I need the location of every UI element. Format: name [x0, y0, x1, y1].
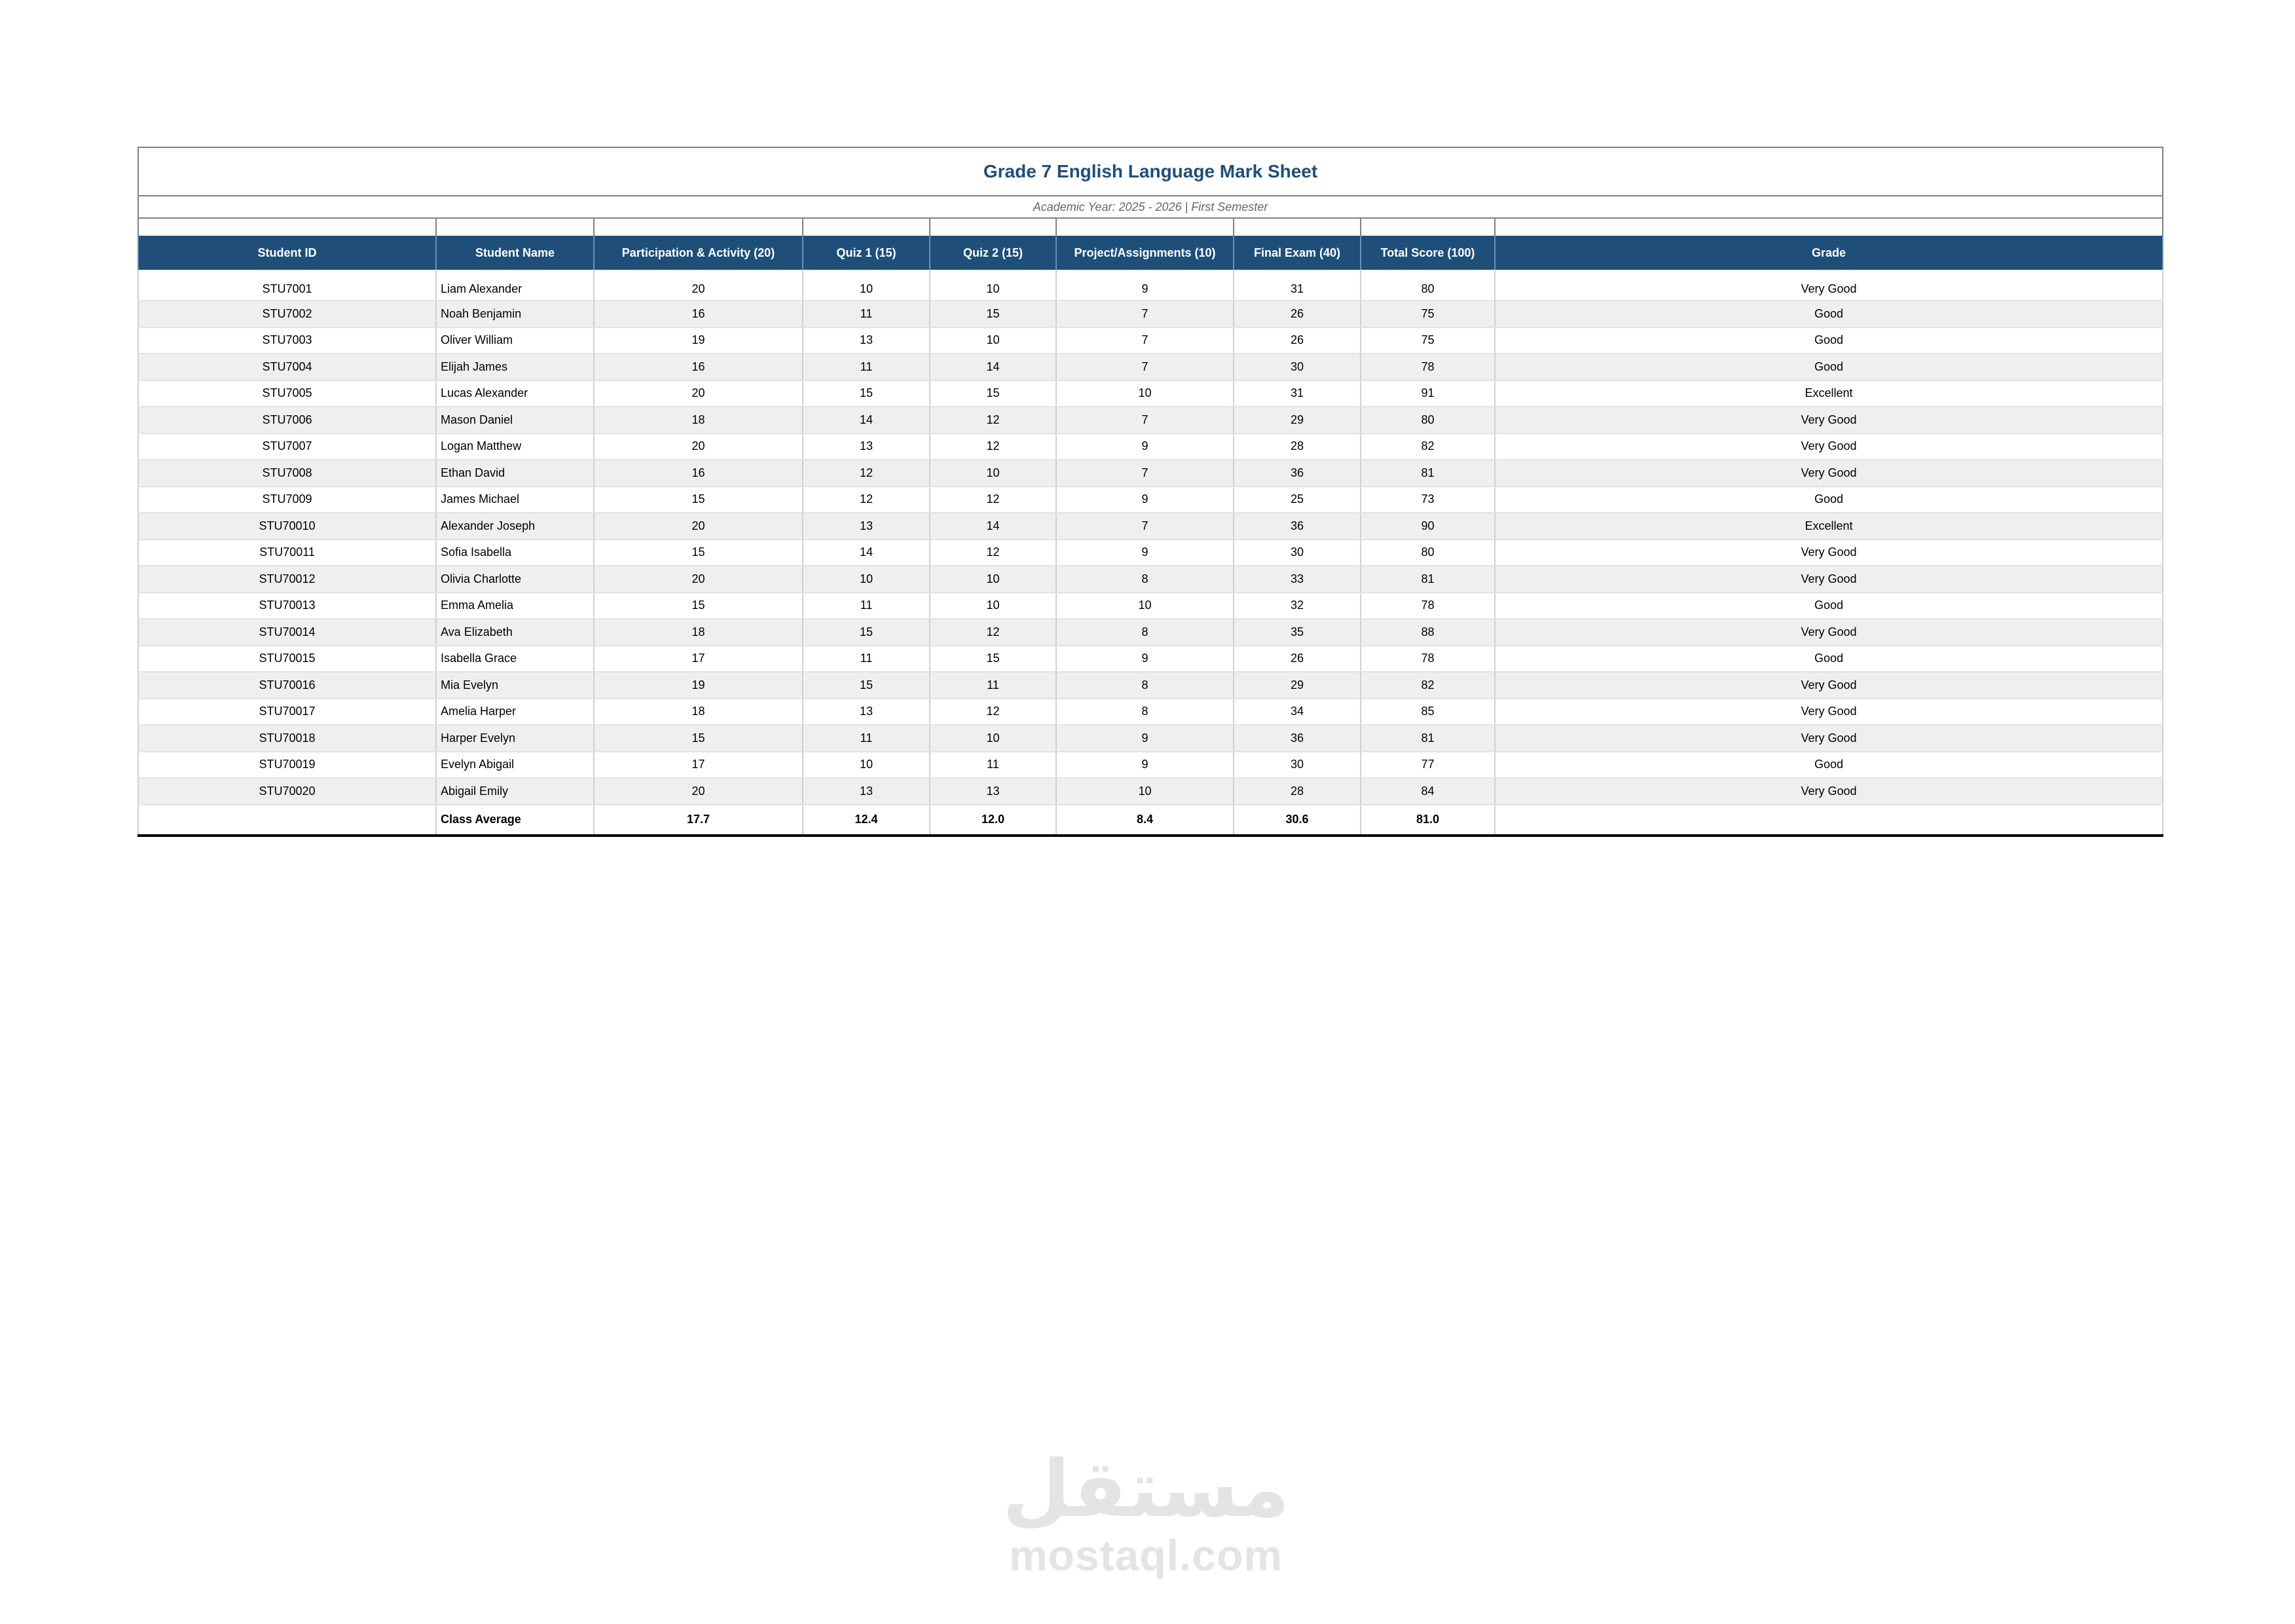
- cell-student-id: STU7002: [138, 301, 436, 327]
- cell-final-exam: 28: [1234, 778, 1361, 805]
- cell-quiz-1: 13: [803, 513, 930, 540]
- cell-quiz-1: 15: [803, 380, 930, 407]
- cell-project: 10: [1056, 778, 1234, 805]
- cell-grade: Very Good: [1495, 540, 2163, 566]
- cell-total-score: 82: [1361, 434, 1495, 460]
- cell-student-name: Oliver William: [436, 327, 594, 354]
- table-row: [138, 566, 2163, 593]
- cell-project: 7: [1056, 460, 1234, 487]
- spacer-cell: [594, 218, 803, 236]
- cell-participation: 20: [594, 566, 803, 593]
- mark-sheet: [138, 147, 2161, 837]
- cell-project: 7: [1056, 327, 1234, 354]
- cell-quiz-1: 11: [803, 593, 930, 619]
- cell-total-score: 77: [1361, 752, 1495, 779]
- cell-total-score: 80: [1361, 540, 1495, 566]
- cell-quiz-2: 12: [930, 487, 1056, 513]
- table-row: [138, 778, 2163, 805]
- cell-grade: Very Good: [1495, 434, 2163, 460]
- table-row: [138, 487, 2163, 513]
- cell-total-score: 81: [1361, 725, 1495, 752]
- cell-final-exam: 31: [1234, 270, 1361, 301]
- cell-final-exam: 26: [1234, 301, 1361, 327]
- cell-quiz-1: 10: [803, 270, 930, 301]
- column-header-student-id: Student ID: [138, 236, 436, 270]
- cell-participation: 20: [594, 434, 803, 460]
- table-row: [138, 460, 2163, 487]
- table-row: [138, 619, 2163, 646]
- cell-student-name: Lucas Alexander: [436, 380, 594, 407]
- cell-project: 8: [1056, 566, 1234, 593]
- table-row: [138, 672, 2163, 699]
- column-header-total-score: Total Score (100): [1361, 236, 1495, 270]
- table-row: [138, 301, 2163, 327]
- cell-quiz-2: 10: [930, 460, 1056, 487]
- cell-total-score: 75: [1361, 327, 1495, 354]
- cell-participation: 18: [594, 407, 803, 434]
- average-cell-student-id: [138, 805, 436, 836]
- cell-project: 8: [1056, 699, 1234, 726]
- cell-total-score: 73: [1361, 487, 1495, 513]
- cell-student-id: STU7003: [138, 327, 436, 354]
- cell-participation: 15: [594, 487, 803, 513]
- average-cell-grade: [1495, 805, 2163, 836]
- cell-project: 7: [1056, 301, 1234, 327]
- cell-student-name: Sofia Isabella: [436, 540, 594, 566]
- cell-student-id: STU70016: [138, 672, 436, 699]
- cell-project: 9: [1056, 434, 1234, 460]
- cell-student-id: STU7009: [138, 487, 436, 513]
- cell-student-name: Elijah James: [436, 354, 594, 380]
- cell-grade: Very Good: [1495, 619, 2163, 646]
- cell-grade: Good: [1495, 301, 2163, 327]
- cell-final-exam: 36: [1234, 513, 1361, 540]
- cell-participation: 20: [594, 270, 803, 301]
- cell-quiz-2: 10: [930, 270, 1056, 301]
- cell-participation: 18: [594, 699, 803, 726]
- cell-grade: Very Good: [1495, 699, 2163, 726]
- cell-student-id: STU70017: [138, 699, 436, 726]
- column-header-quiz-1: Quiz 1 (15): [803, 236, 930, 270]
- cell-quiz-2: 12: [930, 540, 1056, 566]
- cell-quiz-2: 14: [930, 513, 1056, 540]
- cell-quiz-1: 10: [803, 752, 930, 779]
- cell-student-id: STU7004: [138, 354, 436, 380]
- cell-quiz-2: 10: [930, 327, 1056, 354]
- cell-quiz-1: 10: [803, 566, 930, 593]
- cell-grade: Excellent: [1495, 513, 2163, 540]
- cell-grade: Very Good: [1495, 778, 2163, 805]
- cell-student-name: Ethan David: [436, 460, 594, 487]
- cell-participation: 20: [594, 380, 803, 407]
- cell-participation: 16: [594, 354, 803, 380]
- table-row: [138, 752, 2163, 779]
- cell-student-name: Amelia Harper: [436, 699, 594, 726]
- cell-quiz-2: 12: [930, 699, 1056, 726]
- table-row: [138, 434, 2163, 460]
- cell-quiz-1: 13: [803, 778, 930, 805]
- cell-quiz-1: 11: [803, 646, 930, 673]
- table-row: [138, 725, 2163, 752]
- cell-final-exam: 25: [1234, 487, 1361, 513]
- cell-quiz-2: 10: [930, 593, 1056, 619]
- cell-participation: 16: [594, 301, 803, 327]
- cell-grade: Good: [1495, 646, 2163, 673]
- cell-final-exam: 26: [1234, 646, 1361, 673]
- table-header-row: [138, 236, 2163, 270]
- column-header-quiz-2: Quiz 2 (15): [930, 236, 1056, 270]
- cell-project: 7: [1056, 513, 1234, 540]
- cell-student-name: Noah Benjamin: [436, 301, 594, 327]
- cell-participation: 18: [594, 619, 803, 646]
- cell-quiz-2: 14: [930, 354, 1056, 380]
- cell-project: 9: [1056, 752, 1234, 779]
- column-header-final-exam: Final Exam (40): [1234, 236, 1361, 270]
- spacer-cell: [930, 218, 1056, 236]
- cell-total-score: 88: [1361, 619, 1495, 646]
- cell-grade: Very Good: [1495, 407, 2163, 434]
- average-cell-quiz-2: 12.0: [930, 805, 1056, 836]
- cell-quiz-1: 13: [803, 327, 930, 354]
- table-row: [138, 327, 2163, 354]
- cell-final-exam: 36: [1234, 460, 1361, 487]
- cell-student-name: Evelyn Abigail: [436, 752, 594, 779]
- cell-project: 7: [1056, 354, 1234, 380]
- column-header-student-name: Student Name: [436, 236, 594, 270]
- table-row: [138, 540, 2163, 566]
- cell-student-name: Alexander Joseph: [436, 513, 594, 540]
- cell-participation: 20: [594, 778, 803, 805]
- cell-student-name: Mason Daniel: [436, 407, 594, 434]
- cell-quiz-1: 14: [803, 540, 930, 566]
- spacer-cell: [1495, 218, 2163, 236]
- cell-quiz-2: 10: [930, 566, 1056, 593]
- cell-student-name: Ava Elizabeth: [436, 619, 594, 646]
- cell-quiz-2: 15: [930, 301, 1056, 327]
- spacer-cell: [803, 218, 930, 236]
- cell-final-exam: 29: [1234, 407, 1361, 434]
- cell-quiz-1: 11: [803, 725, 930, 752]
- cell-final-exam: 32: [1234, 593, 1361, 619]
- cell-student-name: Olivia Charlotte: [436, 566, 594, 593]
- cell-student-name: Isabella Grace: [436, 646, 594, 673]
- cell-quiz-1: 13: [803, 699, 930, 726]
- cell-quiz-1: 12: [803, 487, 930, 513]
- cell-final-exam: 31: [1234, 380, 1361, 407]
- cell-final-exam: 34: [1234, 699, 1361, 726]
- cell-quiz-2: 10: [930, 725, 1056, 752]
- cell-quiz-1: 14: [803, 407, 930, 434]
- table-row: [138, 513, 2163, 540]
- cell-student-id: STU70014: [138, 619, 436, 646]
- cell-total-score: 91: [1361, 380, 1495, 407]
- average-cell-total-score: 81.0: [1361, 805, 1495, 836]
- cell-student-name: Liam Alexander: [436, 270, 594, 301]
- cell-participation: 19: [594, 327, 803, 354]
- cell-project: 10: [1056, 380, 1234, 407]
- cell-quiz-1: 15: [803, 619, 930, 646]
- cell-final-exam: 30: [1234, 752, 1361, 779]
- table-row: [138, 407, 2163, 434]
- cell-participation: 17: [594, 646, 803, 673]
- cell-student-name: Logan Matthew: [436, 434, 594, 460]
- table-row: [138, 270, 2163, 301]
- cell-final-exam: 36: [1234, 725, 1361, 752]
- cell-total-score: 80: [1361, 270, 1495, 301]
- spacer-cell: [138, 218, 436, 236]
- cell-quiz-1: 13: [803, 434, 930, 460]
- table-row: [138, 699, 2163, 726]
- cell-grade: Very Good: [1495, 270, 2163, 301]
- cell-grade: Very Good: [1495, 460, 2163, 487]
- cell-student-id: STU70013: [138, 593, 436, 619]
- cell-total-score: 90: [1361, 513, 1495, 540]
- cell-total-score: 81: [1361, 566, 1495, 593]
- table-row: [138, 380, 2163, 407]
- cell-project: 9: [1056, 487, 1234, 513]
- mark-sheet-table: [138, 147, 2163, 837]
- sheet-title: Grade 7 English Language Mark Sheet: [138, 147, 2163, 196]
- cell-participation: 15: [594, 725, 803, 752]
- cell-student-id: STU70015: [138, 646, 436, 673]
- cell-student-name: Mia Evelyn: [436, 672, 594, 699]
- cell-participation: 19: [594, 672, 803, 699]
- cell-total-score: 84: [1361, 778, 1495, 805]
- cell-final-exam: 35: [1234, 619, 1361, 646]
- class-average-row: [138, 805, 2163, 836]
- watermark-arabic-logo: مستقل: [1002, 1444, 1290, 1535]
- cell-final-exam: 29: [1234, 672, 1361, 699]
- cell-grade: Good: [1495, 593, 2163, 619]
- cell-total-score: 78: [1361, 354, 1495, 380]
- cell-quiz-1: 12: [803, 460, 930, 487]
- cell-total-score: 85: [1361, 699, 1495, 726]
- cell-student-id: STU7008: [138, 460, 436, 487]
- table-row: [138, 593, 2163, 619]
- cell-project: 7: [1056, 407, 1234, 434]
- cell-quiz-2: 12: [930, 407, 1056, 434]
- cell-grade: Good: [1495, 327, 2163, 354]
- average-cell-student-name: Class Average: [436, 805, 594, 836]
- cell-grade: Very Good: [1495, 566, 2163, 593]
- sheet-subtitle: Academic Year: 2025 - 2026 | First Semester: [138, 196, 2163, 218]
- cell-student-name: Harper Evelyn: [436, 725, 594, 752]
- cell-student-id: STU70020: [138, 778, 436, 805]
- spacer-cell: [1361, 218, 1495, 236]
- mostaql-watermark: [982, 1444, 1310, 1579]
- cell-student-id: STU7006: [138, 407, 436, 434]
- cell-grade: Excellent: [1495, 380, 2163, 407]
- cell-participation: 17: [594, 752, 803, 779]
- cell-quiz-2: 13: [930, 778, 1056, 805]
- cell-quiz-2: 15: [930, 646, 1056, 673]
- cell-grade: Very Good: [1495, 672, 2163, 699]
- cell-grade: Good: [1495, 354, 2163, 380]
- cell-participation: 15: [594, 540, 803, 566]
- spacer-cell: [436, 218, 594, 236]
- cell-student-id: STU70018: [138, 725, 436, 752]
- cell-quiz-1: 15: [803, 672, 930, 699]
- cell-project: 9: [1056, 540, 1234, 566]
- cell-final-exam: 30: [1234, 540, 1361, 566]
- cell-quiz-1: 11: [803, 354, 930, 380]
- cell-student-id: STU70011: [138, 540, 436, 566]
- cell-quiz-1: 11: [803, 301, 930, 327]
- cell-student-id: STU7001: [138, 270, 436, 301]
- watermark-latin-text: mostaql.com: [1008, 1531, 1283, 1579]
- cell-student-name: Emma Amelia: [436, 593, 594, 619]
- cell-project: 10: [1056, 593, 1234, 619]
- column-header-project: Project/Assignments (10): [1056, 236, 1234, 270]
- cell-student-id: STU70012: [138, 566, 436, 593]
- cell-student-name: Abigail Emily: [436, 778, 594, 805]
- average-cell-quiz-1: 12.4: [803, 805, 930, 836]
- spacer-row: [138, 218, 2163, 236]
- cell-participation: 16: [594, 460, 803, 487]
- cell-participation: 20: [594, 513, 803, 540]
- average-cell-participation: 17.7: [594, 805, 803, 836]
- cell-student-id: STU70019: [138, 752, 436, 779]
- cell-project: 8: [1056, 672, 1234, 699]
- cell-grade: Very Good: [1495, 725, 2163, 752]
- column-header-participation: Participation & Activity (20): [594, 236, 803, 270]
- column-header-grade: Grade: [1495, 236, 2163, 270]
- cell-student-id: STU70010: [138, 513, 436, 540]
- cell-project: 9: [1056, 646, 1234, 673]
- cell-final-exam: 26: [1234, 327, 1361, 354]
- cell-quiz-2: 11: [930, 672, 1056, 699]
- cell-quiz-2: 15: [930, 380, 1056, 407]
- average-cell-final-exam: 30.6: [1234, 805, 1361, 836]
- cell-grade: Good: [1495, 487, 2163, 513]
- cell-project: 9: [1056, 725, 1234, 752]
- cell-total-score: 78: [1361, 593, 1495, 619]
- cell-project: 8: [1056, 619, 1234, 646]
- spacer-cell: [1056, 218, 1234, 236]
- cell-quiz-2: 11: [930, 752, 1056, 779]
- table-row: [138, 646, 2163, 673]
- cell-student-id: STU7007: [138, 434, 436, 460]
- cell-total-score: 81: [1361, 460, 1495, 487]
- cell-final-exam: 28: [1234, 434, 1361, 460]
- cell-total-score: 78: [1361, 646, 1495, 673]
- cell-student-name: James Michael: [436, 487, 594, 513]
- cell-total-score: 80: [1361, 407, 1495, 434]
- cell-project: 9: [1056, 270, 1234, 301]
- cell-quiz-2: 12: [930, 434, 1056, 460]
- cell-final-exam: 33: [1234, 566, 1361, 593]
- cell-final-exam: 30: [1234, 354, 1361, 380]
- table-row: [138, 354, 2163, 380]
- spacer-cell: [1234, 218, 1361, 236]
- cell-grade: Good: [1495, 752, 2163, 779]
- cell-student-id: STU7005: [138, 380, 436, 407]
- cell-participation: 15: [594, 593, 803, 619]
- cell-total-score: 82: [1361, 672, 1495, 699]
- cell-quiz-2: 12: [930, 619, 1056, 646]
- average-cell-project: 8.4: [1056, 805, 1234, 836]
- cell-total-score: 75: [1361, 301, 1495, 327]
